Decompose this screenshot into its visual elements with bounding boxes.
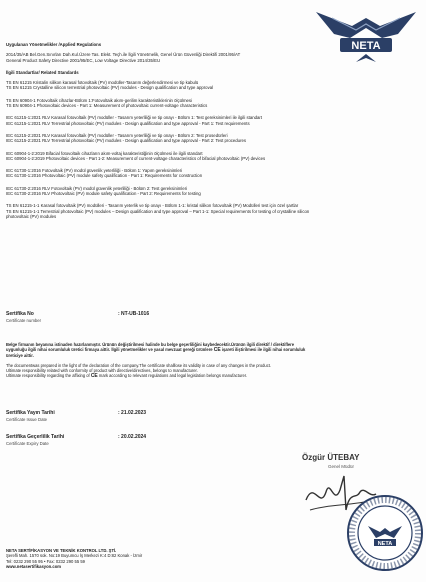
footer-address: Şerefli Mah. 1570 sok. No:19 Buyumcu İş Merkezi K:4 D:82 Konak - İzmir xyxy=(6,553,143,559)
standard-item xyxy=(6,115,318,126)
issue-date-value: : 21.02.2023 xyxy=(118,410,147,416)
company-stamp-icon xyxy=(346,494,424,572)
standard-title-en: IEC 61730-2:2016 RLV Photovoltaic (PV) module safety qualification - Part 2: Requirements for testing xyxy=(6,191,201,197)
standard-item xyxy=(6,151,318,162)
standards-title: İlgili Standartlar/ Related Standards xyxy=(6,69,79,75)
ce-mark-icon: CE xyxy=(213,347,221,354)
standard-title-tr: TS EN 61215 Kristalin silikon karasal fotovoltaik (PV) modüller-Tasarım değerlendirmesi ve tip kabulü xyxy=(6,80,199,86)
standard-title-tr: IEC 61215-2:2021 RLV Karasal fotovoltaik (PV) modüller - Tasarım yeterliliği ve tip onayı - Bölüm 2: Test prosedürleri xyxy=(6,132,228,138)
notice-en-line: Ultimate responsibility related with conformity of product with directive/directives, belongs to manufacturer. xyxy=(6,367,198,373)
standard-title-en: IEC 61215-1:2021 RLV Terrestrial photovoltaic (PV) modules - Design qualification and type approval - Part 1: Test requirements xyxy=(6,120,250,126)
expiry-date-sub: Certificate Expiry Date xyxy=(6,441,49,446)
standard-item xyxy=(6,98,318,109)
expiry-date-label: Sertifika Geçerlilik Tarihi xyxy=(6,434,65,440)
notice-tr-line: uygunluğu ilgili nihai sorumluluk üretici firmaya aittir. İlgili yönetmelikler ve yasal mevzuat gereği ürünlere xyxy=(6,347,213,353)
standard-title-en: IEC 61730-1:2016 Photovoltaic (PV) module safety qualification - Part 1: Requirements for construction xyxy=(6,173,203,179)
standard-item xyxy=(6,168,318,179)
standards-list xyxy=(6,80,318,226)
neta-logo-icon xyxy=(312,4,420,66)
signatory-role: Genel Müdür xyxy=(328,464,355,469)
standard-title-tr: IEC 61730-2:2016 RLV Fotovoltaik (PV) modül güvenlik yeterliliği - Bölüm 2: Test gereksinimleri xyxy=(6,185,188,191)
regulations-line: General Product Safety Directive 2001/95/EC, Low Voltage Directive 2014/35/EU xyxy=(6,57,161,63)
certificate-number-value: : NT-UB-1016 xyxy=(118,311,150,317)
standard-title-en: IEC 61215-2:2021 RLV Terrestrial photovoltaic (PV) modules - Design qualification and type approval - Part 2: Test procedures xyxy=(6,138,247,144)
standard-title-en: TS EN 60904-1 Photovoltaic devices - Part 1: Measurement of photovoltaic current-voltage characteristics xyxy=(6,103,208,109)
regulations-title: Uygulanan Yönetmelikler /Applied Regulations xyxy=(6,42,102,47)
standard-item xyxy=(6,133,318,144)
standard-title-en: TS EN 61215 Crystalline silicon terrestrial photovoltaic (PV) modules - Design qualification and type approval xyxy=(6,85,214,91)
logo-text: NETA xyxy=(351,40,381,52)
certificate-number-sub: Certificate number xyxy=(6,318,42,323)
certificate-number-label: Sertifika No xyxy=(6,311,34,317)
footer xyxy=(6,548,142,570)
issue-date-label: Sertifika Yayın Tarihi xyxy=(6,410,55,416)
regulations-line: 2014/35/AB Bel.Gen.Sınırları Dah.Kul.Üzere Tas. Elekt. Teçh.ile İlgili Yönetmelik, Genel Ürün Güvenliği Direktifi 2001/95/AT xyxy=(6,52,241,58)
standard-item xyxy=(6,80,318,91)
standard-item xyxy=(6,186,318,197)
notice-en-line: mark according to relevant regulations and legal legislation belongs manufacturer. xyxy=(98,373,248,379)
standard-title-en: IEC 60904-1-2:2019 Photovoltaic devices - Part 1-2: Measurement of current-voltage characteristics of bifacial photovoltaic (PV) devices xyxy=(6,155,266,161)
notice-tr-line: Belge firmanın beyanına istinaden hazırlanmıştır. Ürünün değiştirilmesi halinde bu belge geçerliliğini kaybedecektir.Ürünün ilgili direktif / direktiflere xyxy=(6,342,294,347)
notice-en-line: Ultimate responsibility regarding the affixing of xyxy=(6,373,90,379)
footer-company: NETA SERTİFİKASYON VE TEKNİK KONTROL LTD. ŞTİ. xyxy=(6,548,117,553)
svg-text:NETA: NETA xyxy=(377,541,393,547)
notice-tr-line: üreticiye aittir. xyxy=(6,353,34,359)
standard-title-tr: IEC 60904-1-2:2019 Bifacial fotovoltaik cihazların akım-voltaj karakteristiğinin ölçülmesi ile ilgili standart xyxy=(6,150,203,156)
standard-item xyxy=(6,203,318,219)
standard-title-tr: TS EN 61215-1-1 Karasal fotovoltaik (PV) modülleri - Tasarım yeterlik ve tip onayı - Bölüm 1-1: kristal silikon fotovoltaik (PV) Modülleri test için özel şartlar xyxy=(6,203,299,209)
notice-en-line: The documentwas prepared in the light of the declaration of the company.The certificate shalllose its validity in case of any changes in the product. xyxy=(6,362,272,368)
notice-block xyxy=(6,342,420,379)
issue-date-sub: Certificate Issue Date xyxy=(6,417,48,422)
standard-title-tr: IEC 61215-1:2021 RLV Karasal fotovoltaik (PV) modüller - Tasarım yeterliliği ve tip onayı - Bölüm 1: Test gereksinimleri ile ilgili standart xyxy=(6,115,263,121)
notice-tr-line: işareti iliştirilmesi ile ilgili nihai sorumluluk xyxy=(221,347,306,353)
standard-title-tr: TS EN 60904-1 Fotovoltaik cihazlar-Bölüm 1:Fotovoltaik akım-gerilim karakteristiklerinin ölçülmesi xyxy=(6,97,193,103)
footer-phone: Tel: 0232 290 55 95 • Fax: 0232 290 55 59 xyxy=(6,558,85,564)
signatory-name: Özgür ÜTEBAY xyxy=(302,453,360,462)
expiry-date-value: : 20.02.2024 xyxy=(118,434,147,440)
ce-mark-icon: CE xyxy=(90,373,98,380)
standards-section xyxy=(6,42,318,226)
footer-website[interactable]: www.netasertifikasyon.com xyxy=(6,564,61,570)
standard-title-tr: IEC 61730-1:2016 Fotovoltaik (PV) modül güvenlik yeterliliği - Bölüm 1: Yapım gereksinimleri xyxy=(6,168,183,174)
standard-title-en: TS EN 61215-1-1 Terrestrial photovoltaic (PV) modules – Design qualification and type approval – Part 1-1: Special requirements for testing of crystalline silicon photovoltaic (PV) modules xyxy=(6,208,310,219)
